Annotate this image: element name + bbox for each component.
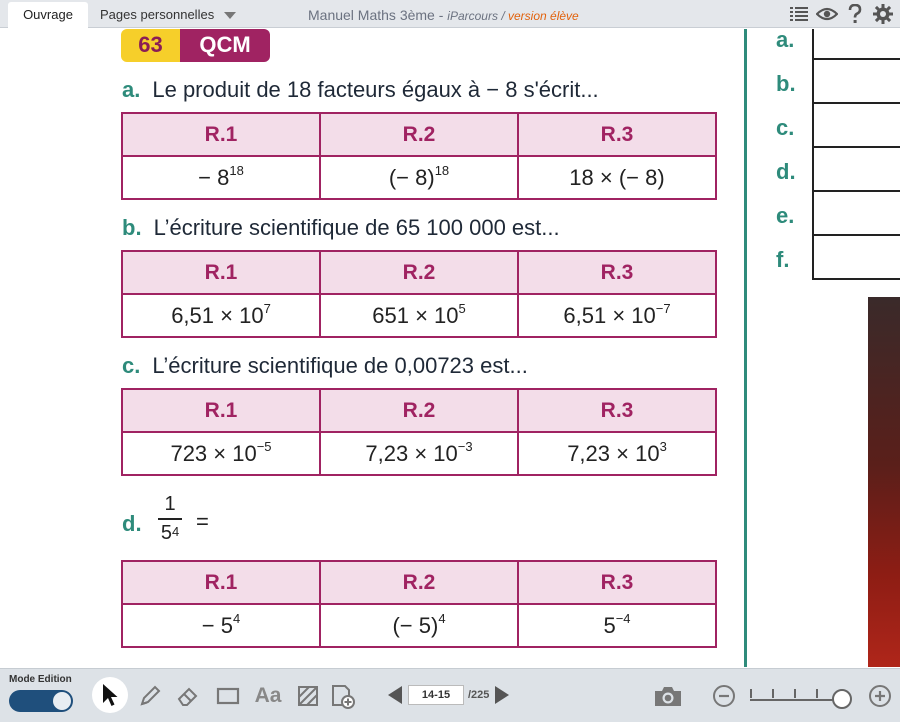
answer-base: 7,23 × 10 (567, 440, 660, 466)
hatch-tool-button[interactable] (292, 680, 324, 712)
exercise-number: 63 (121, 29, 180, 62)
question-letter: b. (122, 215, 142, 240)
answers-table-d (121, 560, 717, 648)
page-number-input[interactable]: 14-15 (408, 685, 464, 705)
answer-r1[interactable] (122, 294, 320, 337)
photo-image (868, 297, 900, 667)
question-letter: a. (122, 77, 141, 102)
toggle-knob (53, 692, 71, 710)
answer-r2[interactable] (320, 156, 518, 199)
header-r1: R.1 (122, 561, 320, 604)
grid-line (814, 102, 900, 104)
zoom-out-icon (712, 684, 736, 708)
header-r1: R.1 (122, 113, 320, 156)
cursor-icon (101, 683, 119, 707)
answer-r1[interactable] (122, 432, 320, 475)
rectangle-icon (216, 687, 240, 705)
cursor-tool-button[interactable] (92, 677, 128, 713)
textbook-page (0, 29, 900, 667)
answer-base: 5 (603, 612, 616, 638)
title-main: Manuel Maths 3ème - (308, 7, 448, 23)
answer-exponent: 5 (458, 300, 466, 316)
answer-base: − 5 (201, 612, 233, 638)
answer-r1[interactable] (122, 156, 320, 199)
question-text: L’écriture scientifique de 0,00723 est... (152, 353, 528, 378)
header-r3: R.3 (518, 561, 716, 604)
answer-r3[interactable] (518, 156, 716, 199)
grid-line (814, 234, 900, 236)
answer-grid-letter-d: d. (776, 159, 796, 184)
previous-page-icon[interactable] (388, 686, 402, 704)
answer-base: 6,51 × 10 (563, 302, 656, 328)
answer-grid-letter-f: f. (776, 247, 790, 272)
camera-button[interactable] (652, 680, 684, 712)
help-icon[interactable] (844, 3, 866, 25)
top-icons (788, 3, 894, 25)
answers-table-b (121, 250, 717, 338)
answer-exponent: 4 (438, 610, 446, 626)
question-b (122, 215, 560, 241)
grid-line (814, 278, 900, 280)
denominator-base: 5 (160, 522, 172, 544)
pencil-tool-button[interactable] (134, 680, 166, 712)
fraction-bar (158, 518, 182, 520)
document-title (308, 0, 579, 28)
equals-sign: = (196, 509, 209, 534)
answer-base: 6,51 × 10 (171, 302, 264, 328)
eye-icon[interactable] (816, 3, 838, 25)
question-letter: c. (122, 353, 141, 378)
answer-r1[interactable] (122, 604, 320, 647)
eraser-tool-button[interactable] (172, 680, 204, 712)
answer-r3[interactable] (518, 294, 716, 337)
question-a (122, 77, 599, 103)
answer-exponent: 7 (263, 300, 271, 316)
chevron-down-icon (224, 12, 236, 19)
answer-grid-letter-a: a. (776, 29, 795, 52)
question-letter: d. (122, 511, 142, 536)
question-text: L’écriture scientifique de 65 100 000 est... (153, 215, 560, 240)
tab-pages-personnelles[interactable] (100, 0, 236, 28)
top-bar (0, 0, 900, 28)
answer-r2[interactable] (320, 432, 518, 475)
answer-exponent: 18 (229, 162, 244, 178)
answer-base: 7,23 × 10 (365, 440, 458, 466)
answer-exponent: 18 (434, 162, 450, 178)
mode-edition-label: Mode Edition (9, 674, 72, 685)
zoom-in-icon (868, 684, 892, 708)
denominator-exponent: 4 (171, 524, 180, 539)
zoom-tick (750, 689, 752, 698)
header-r1: R.1 (122, 389, 320, 432)
header-r3: R.3 (518, 113, 716, 156)
header-r2: R.2 (320, 561, 518, 604)
mode-edition-toggle[interactable] (9, 690, 73, 712)
text-tool-button[interactable] (252, 680, 284, 712)
title-iparcours: iParcours (447, 9, 498, 23)
answer-exponent: −5 (256, 438, 272, 454)
answer-base: 723 × 10 (170, 440, 257, 466)
header-r2: R.2 (320, 113, 518, 156)
title-version: version élève (508, 9, 579, 23)
fraction (158, 492, 182, 546)
add-page-icon (329, 683, 355, 709)
grid-line (814, 58, 900, 60)
answer-grid (812, 29, 900, 280)
page-total: /225 (468, 689, 490, 701)
header-r2: R.2 (320, 389, 518, 432)
gear-icon[interactable] (872, 3, 894, 25)
answer-exponent: −3 (457, 438, 473, 454)
bottom-toolbar (0, 668, 900, 722)
tab-pages-personnelles-label: Pages personnelles (100, 7, 215, 22)
title-separator: / (497, 9, 508, 23)
header-r3: R.3 (518, 251, 716, 294)
zoom-in-button[interactable] (864, 680, 896, 712)
rectangle-tool-button[interactable] (212, 680, 244, 712)
add-page-button[interactable] (326, 680, 358, 712)
exercise-tag: QCM (180, 29, 270, 62)
question-text: Le produit de 18 facteurs égaux à − 8 s'écrit... (152, 77, 599, 102)
page-navigator (388, 683, 509, 707)
grid-line (814, 146, 900, 148)
header-r3: R.3 (518, 389, 716, 432)
answer-base: (− 5) (392, 612, 439, 638)
zoom-tick (816, 689, 818, 698)
answer-exponent: 4 (232, 610, 241, 626)
zoom-out-button[interactable] (708, 680, 740, 712)
answer-base: 18 × (− 8) (569, 164, 665, 190)
column-divider (744, 29, 747, 667)
answer-grid-letter-c: c. (776, 115, 795, 140)
grid-line (814, 190, 900, 192)
answer-r3[interactable] (518, 432, 716, 475)
answers-table-a (121, 112, 717, 200)
question-c (122, 353, 528, 379)
header-r1: R.1 (122, 251, 320, 294)
zoom-tick (772, 689, 774, 698)
answer-grid-letter-e: e. (776, 203, 795, 228)
answer-r3[interactable] (518, 604, 716, 647)
answers-table-c (121, 388, 717, 476)
answer-base: (− 8) (388, 164, 435, 190)
answer-base: 651 × 10 (372, 302, 459, 328)
exercise-badge (121, 29, 270, 62)
answer-exponent: −4 (615, 610, 631, 626)
answer-grid-letter-b: b. (776, 71, 796, 96)
tab-ouvrage[interactable]: Ouvrage (8, 2, 88, 29)
camera-icon (653, 684, 683, 708)
answer-base: − 8 (198, 164, 230, 190)
hatch-icon (297, 685, 319, 707)
answer-r2[interactable] (320, 604, 518, 647)
list-icon[interactable] (788, 3, 810, 25)
answer-exponent: 3 (659, 438, 667, 454)
pencil-icon (138, 684, 162, 708)
header-r2: R.2 (320, 251, 518, 294)
answer-r2[interactable] (320, 294, 518, 337)
zoom-slider-handle[interactable] (832, 689, 852, 709)
fraction-denominator (158, 521, 182, 546)
next-page-icon[interactable] (495, 686, 509, 704)
zoom-tick (794, 689, 796, 698)
answer-exponent: −7 (655, 300, 671, 316)
fraction-numerator: 1 (164, 493, 176, 515)
text-tool-label: Aa (254, 684, 282, 707)
eraser-icon (176, 684, 200, 708)
